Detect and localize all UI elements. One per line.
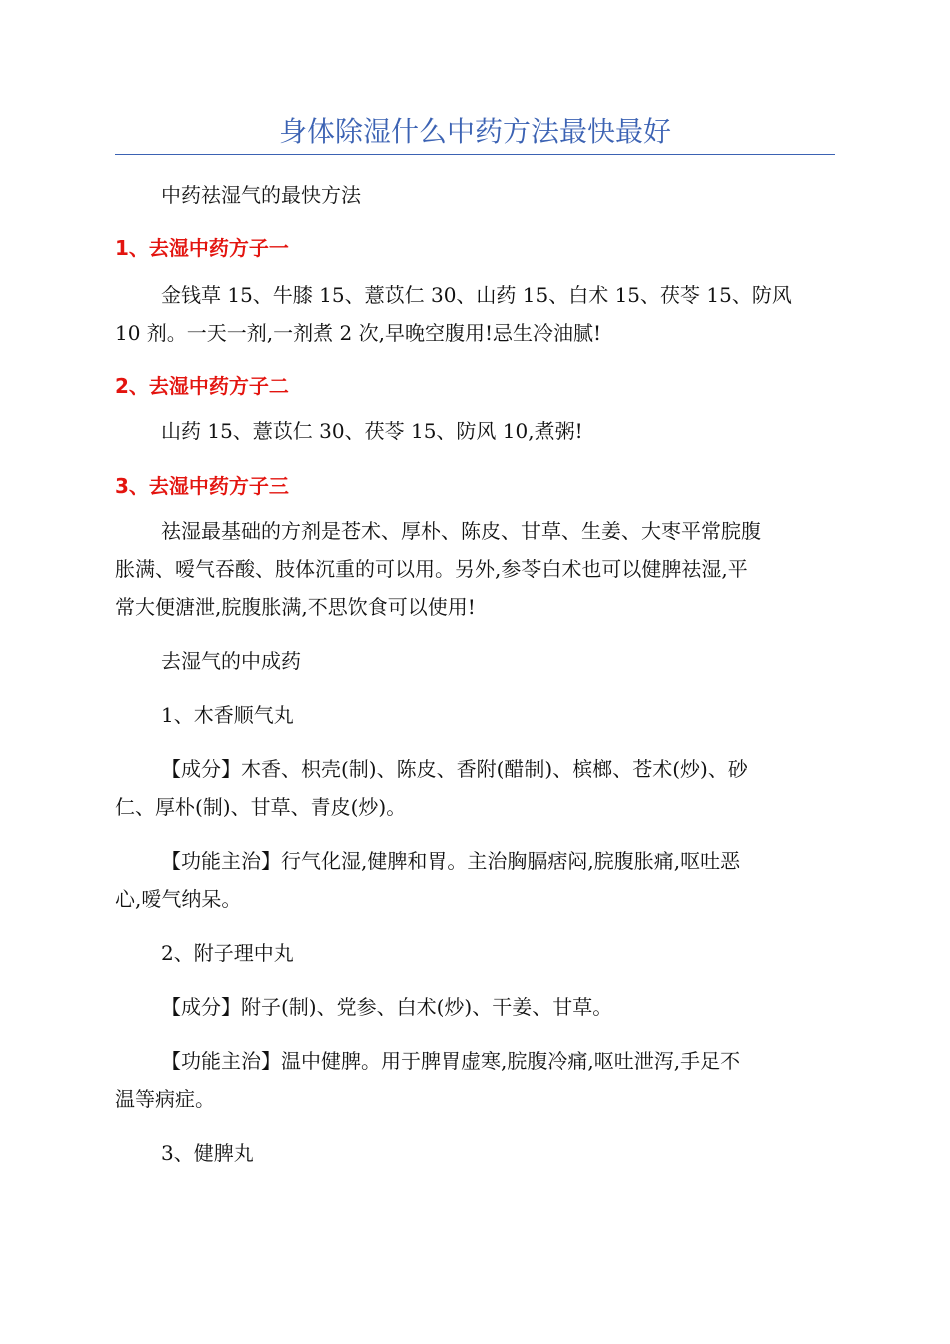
recipe-1-line-1: 金钱草 15、牛膝 15、薏苡仁 30、山药 15、白术 15、茯苓 15、防风 xyxy=(161,283,792,307)
heading-recipe-2: 2、去湿中药方子二 xyxy=(115,374,289,398)
medicine-2-function-line-1: 【功能主治】温中健脾。用于脾胃虚寒,脘腹冷痛,呕吐泄泻,手足不 xyxy=(161,1049,741,1073)
medicine-2-ingredients: 【成分】附子(制)、党参、白术(炒)、干姜、甘草。 xyxy=(161,995,613,1019)
medicine-2-function-line-2: 温等病症。 xyxy=(115,1087,215,1111)
medicine-2-function xyxy=(115,1042,835,1118)
recipe-2-paragraph: 山药 15、薏苡仁 30、茯苓 15、防风 10,煮粥! xyxy=(161,419,583,443)
recipe-1-line-2: 10 剂。一天一剂,一剂煮 2 次,早晚空腹用!忌生冷油腻! xyxy=(115,321,602,345)
page-title: 身体除湿什么中药方法最快最好 xyxy=(278,115,671,148)
medicine-3-name: 3、健脾丸 xyxy=(161,1141,254,1165)
medicine-1-ingredients xyxy=(115,750,835,826)
medicine-1-function-line-2: 心,嗳气纳呆。 xyxy=(115,887,242,911)
heading-recipe-1: 1、去湿中药方子一 xyxy=(115,236,289,260)
recipe-3-line-2: 胀满、嗳气吞酸、肢体沉重的可以用。另外,参苓白术也可以健脾祛湿,平 xyxy=(115,557,748,581)
medicine-1-ingredients-line-2: 仁、厚朴(制)、甘草、青皮(炒)。 xyxy=(115,795,407,819)
recipe-3-paragraph xyxy=(115,512,835,626)
recipe-1-paragraph xyxy=(115,276,835,352)
title-underline xyxy=(115,154,835,155)
medicine-1-function xyxy=(115,842,835,918)
intro-paragraph: 中药祛湿气的最快方法 xyxy=(161,183,361,207)
medicine-1-name: 1、木香顺气丸 xyxy=(161,703,294,727)
recipe-3-line-1: 祛湿最基础的方剂是苍术、厚朴、陈皮、甘草、生姜、大枣平常脘腹 xyxy=(161,519,761,543)
medicine-1-ingredients-line-1: 【成分】木香、枳壳(制)、陈皮、香附(醋制)、槟榔、苍术(炒)、砂 xyxy=(161,757,748,781)
medicine-1-function-line-1: 【功能主治】行气化湿,健脾和胃。主治胸膈痞闷,脘腹胀痛,呕吐恶 xyxy=(161,849,741,873)
heading-recipe-3: 3、去湿中药方子三 xyxy=(115,474,289,498)
recipe-3-line-3: 常大便溏泄,脘腹胀满,不思饮食可以使用! xyxy=(115,595,476,619)
section-patent-medicines: 去湿气的中成药 xyxy=(161,649,301,673)
medicine-2-name: 2、附子理中丸 xyxy=(161,941,294,965)
